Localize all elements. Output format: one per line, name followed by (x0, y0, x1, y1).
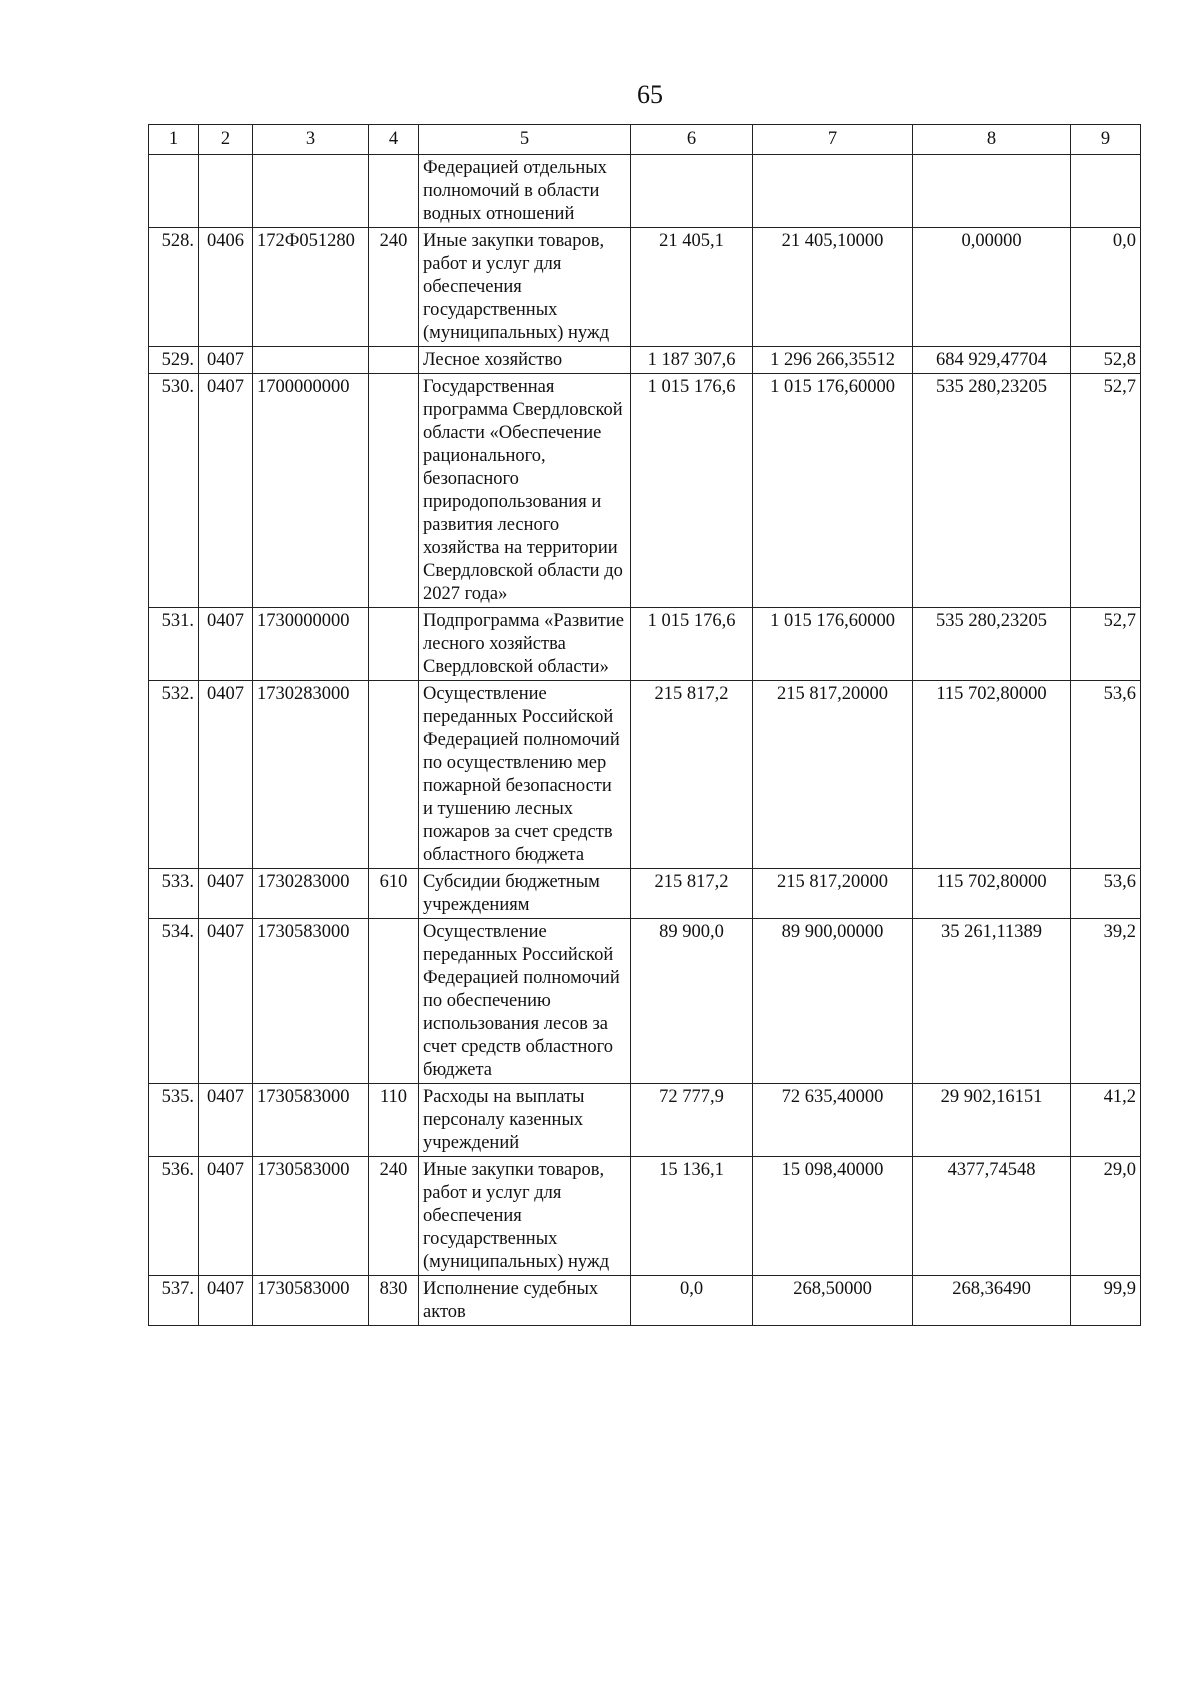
section-code: 0407 (199, 347, 253, 374)
section-code: 0407 (199, 374, 253, 608)
percent-value: 41,2 (1071, 1084, 1141, 1157)
value-col-8 (913, 155, 1071, 228)
value-col-8: 684 929,47704 (913, 347, 1071, 374)
page-number: 65 (637, 80, 663, 109)
row-number: 531. (149, 608, 199, 681)
row-number: 532. (149, 681, 199, 869)
percent-value: 52,7 (1071, 608, 1141, 681)
value-col-7: 1 015 176,60000 (753, 374, 913, 608)
percent-value: 29,0 (1071, 1157, 1141, 1276)
target-article-code: 1700000000 (253, 374, 369, 608)
value-col-7: 268,50000 (753, 1276, 913, 1326)
expense-type-code: 830 (369, 1276, 419, 1326)
item-name: Государственная программа Свердловской области «Обеспечение рационального, безопасного природопользования и развития лесного хозяйства на территории Свердловской области до 2027 года» (419, 374, 631, 608)
value-col-6: 1 187 307,6 (631, 347, 753, 374)
expense-type-code: 240 (369, 228, 419, 347)
expense-type-code (369, 919, 419, 1084)
expense-type-code (369, 681, 419, 869)
item-name: Лесное хозяйство (419, 347, 631, 374)
table-row (149, 155, 1141, 228)
value-col-8: 535 280,23205 (913, 374, 1071, 608)
budget-table (148, 124, 1141, 1326)
table-row (149, 608, 1141, 681)
row-number: 534. (149, 919, 199, 1084)
header-col-5: 5 (419, 125, 631, 155)
percent-value: 52,8 (1071, 347, 1141, 374)
table-row (149, 1157, 1141, 1276)
expense-type-code: 240 (369, 1157, 419, 1276)
value-col-7: 215 817,20000 (753, 681, 913, 869)
value-col-7: 72 635,40000 (753, 1084, 913, 1157)
section-code: 0407 (199, 681, 253, 869)
value-col-6: 1 015 176,6 (631, 608, 753, 681)
percent-value (1071, 155, 1141, 228)
value-col-6: 0,0 (631, 1276, 753, 1326)
header-col-6: 6 (631, 125, 753, 155)
row-number (149, 155, 199, 228)
expense-type-code (369, 374, 419, 608)
table-row (149, 919, 1141, 1084)
header-col-3: 3 (253, 125, 369, 155)
value-col-6: 15 136,1 (631, 1157, 753, 1276)
item-name: Иные закупки товаров, работ и услуг для обеспечения государственных (муниципальных) нужд (419, 228, 631, 347)
section-code: 0407 (199, 919, 253, 1084)
header-col-8: 8 (913, 125, 1071, 155)
target-article-code: 1730283000 (253, 869, 369, 919)
row-number: 535. (149, 1084, 199, 1157)
value-col-6: 89 900,0 (631, 919, 753, 1084)
value-col-8: 35 261,11389 (913, 919, 1071, 1084)
percent-value: 99,9 (1071, 1276, 1141, 1326)
target-article-code: 1730583000 (253, 1084, 369, 1157)
target-article-code: 1730283000 (253, 681, 369, 869)
value-col-7: 215 817,20000 (753, 869, 913, 919)
row-number: 530. (149, 374, 199, 608)
header-col-9: 9 (1071, 125, 1141, 155)
table-row (149, 228, 1141, 347)
section-code: 0407 (199, 1084, 253, 1157)
table-row (149, 869, 1141, 919)
target-article-code: 1730583000 (253, 1157, 369, 1276)
header-col-2: 2 (199, 125, 253, 155)
row-number: 529. (149, 347, 199, 374)
target-article-code (253, 347, 369, 374)
value-col-8: 4377,74548 (913, 1157, 1071, 1276)
target-article-code (253, 155, 369, 228)
header-col-1: 1 (149, 125, 199, 155)
value-col-8: 535 280,23205 (913, 608, 1071, 681)
value-col-8: 29 902,16151 (913, 1084, 1071, 1157)
table-row (149, 681, 1141, 869)
item-name: Осуществление переданных Российской Федерацией полномочий по осуществлению мер пожарной безопасности и тушению лесных пожаров за счет средств областного бюджета (419, 681, 631, 869)
percent-value: 52,7 (1071, 374, 1141, 608)
table-body (149, 155, 1141, 1326)
target-article-code: 1730000000 (253, 608, 369, 681)
value-col-6 (631, 155, 753, 228)
section-code: 0407 (199, 1276, 253, 1326)
expense-type-code (369, 347, 419, 374)
table-row (149, 1084, 1141, 1157)
section-code: 0407 (199, 1157, 253, 1276)
item-name: Иные закупки товаров, работ и услуг для обеспечения государственных (муниципальных) нужд (419, 1157, 631, 1276)
percent-value: 53,6 (1071, 681, 1141, 869)
expense-type-code (369, 155, 419, 228)
expense-type-code: 610 (369, 869, 419, 919)
section-code: 0407 (199, 608, 253, 681)
value-col-6: 1 015 176,6 (631, 374, 753, 608)
value-col-6: 215 817,2 (631, 681, 753, 869)
table-header (149, 125, 1141, 155)
percent-value: 0,0 (1071, 228, 1141, 347)
row-number: 537. (149, 1276, 199, 1326)
value-col-7: 1 296 266,35512 (753, 347, 913, 374)
section-code: 0407 (199, 869, 253, 919)
item-name: Субсидии бюджетным учреждениям (419, 869, 631, 919)
value-col-8: 268,36490 (913, 1276, 1071, 1326)
value-col-7: 15 098,40000 (753, 1157, 913, 1276)
table-row (149, 347, 1141, 374)
value-col-6: 72 777,9 (631, 1084, 753, 1157)
header-row (149, 125, 1141, 155)
target-article-code: 1730583000 (253, 1276, 369, 1326)
value-col-7: 89 900,00000 (753, 919, 913, 1084)
value-col-6: 215 817,2 (631, 869, 753, 919)
value-col-7 (753, 155, 913, 228)
header-col-7: 7 (753, 125, 913, 155)
value-col-8: 115 702,80000 (913, 869, 1071, 919)
percent-value: 53,6 (1071, 869, 1141, 919)
value-col-8: 0,00000 (913, 228, 1071, 347)
header-col-4: 4 (369, 125, 419, 155)
expense-type-code: 110 (369, 1084, 419, 1157)
value-col-7: 21 405,10000 (753, 228, 913, 347)
item-name: Осуществление переданных Российской Федерацией полномочий по обеспечению использования лесов за счет средств областного бюджета (419, 919, 631, 1084)
target-article-code: 1730583000 (253, 919, 369, 1084)
row-number: 536. (149, 1157, 199, 1276)
row-number: 528. (149, 228, 199, 347)
value-col-7: 1 015 176,60000 (753, 608, 913, 681)
table-row (149, 1276, 1141, 1326)
row-number: 533. (149, 869, 199, 919)
table-row (149, 374, 1141, 608)
value-col-8: 115 702,80000 (913, 681, 1071, 869)
section-code (199, 155, 253, 228)
section-code: 0406 (199, 228, 253, 347)
expense-type-code (369, 608, 419, 681)
item-name: Подпрограмма «Развитие лесного хозяйства Свердловской области» (419, 608, 631, 681)
value-col-6: 21 405,1 (631, 228, 753, 347)
target-article-code: 172Ф051280 (253, 228, 369, 347)
item-name: Исполнение судебных актов (419, 1276, 631, 1326)
percent-value: 39,2 (1071, 919, 1141, 1084)
item-name: Расходы на выплаты персоналу казенных учреждений (419, 1084, 631, 1157)
item-name: Федерацией отдельных полномочий в области водных отношений (419, 155, 631, 228)
